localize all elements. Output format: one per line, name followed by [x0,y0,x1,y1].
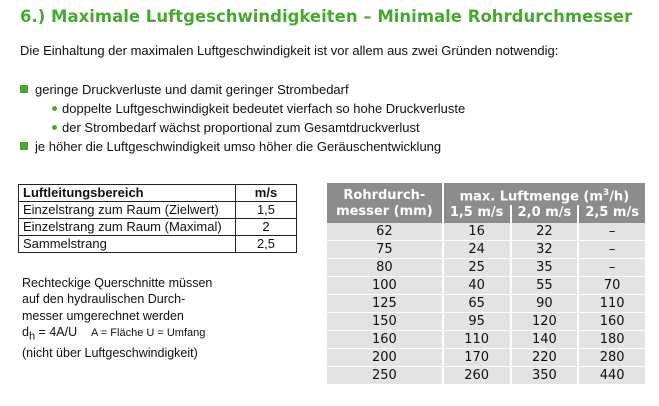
column-header-speed: 1,5 m/s [443,205,511,223]
cell-airflow: 280 [578,349,645,367]
cell-speed: 2 [236,219,297,236]
green-square-bullet-icon [20,142,28,150]
header-text: max. Luftmenge (m [459,189,603,205]
cell-airflow: 40 [443,277,511,295]
cell-diameter: 160 [327,331,443,349]
cell-airflow: 110 [443,331,511,349]
green-dot-bullet-icon [52,106,57,111]
note-line: Rechteckige Querschnitte müssen [22,276,213,290]
cell-airflow: 140 [511,331,579,349]
sub-bullet-item [20,99,465,118]
bullet-text: je höher die Luftgeschwindigkeit umso höher die Geräuschentwicklung [35,139,442,154]
formula-subscript: h [28,330,36,343]
cell-area: Einzelstrang zum Raum (Zielwert) [19,202,236,219]
table-row [327,313,645,331]
cell-airflow: – [578,259,645,277]
cell-diameter: 80 [327,259,443,277]
hydraulic-diameter-note [22,275,212,361]
table-row [327,241,645,259]
cell-airflow: 32 [511,241,579,259]
table-row [327,277,645,295]
cell-diameter: 125 [327,295,443,313]
cell-speed: 1,5 [236,202,297,219]
header-line: Rohrdurch- [343,188,426,204]
cell-airflow: 260 [443,367,511,385]
cell-airflow: – [578,223,645,241]
table-row [327,349,645,367]
table-row [327,295,645,313]
cell-airflow: 160 [578,313,645,331]
note-line: (nicht über Luftgeschwindigkeit) [22,345,198,360]
sub-bullet-text: der Strombedarf wächst proportional zum Gesamtdruckverlust [62,120,420,135]
cell-speed: 2,5 [236,236,297,253]
table-row [327,223,645,241]
table-header-row [327,183,645,205]
cell-diameter: 62 [327,223,443,241]
cell-airflow: 95 [443,313,511,331]
cell-airflow: 70 [578,277,645,295]
table-row [327,367,645,385]
cell-diameter: 250 [327,367,443,385]
cell-diameter: 100 [327,277,443,295]
bullet-list [20,80,465,156]
cell-airflow: 440 [578,367,645,385]
cell-airflow: 170 [443,349,511,367]
cell-airflow: 65 [443,295,511,313]
header-text: /h) [609,189,630,205]
cell-airflow: 25 [443,259,511,277]
cell-airflow: 120 [511,313,579,331]
intro-text: Die Einhaltung der maximalen Luftgeschwindigkeit ist vor allem aus zwei Gründen notwendig: [20,43,559,58]
green-square-bullet-icon [20,85,28,93]
header-superscript: 3 [602,188,610,198]
green-dot-bullet-icon [52,125,57,130]
cell-diameter: 200 [327,349,443,367]
table-body [327,223,645,385]
column-header-area: Luftleitungsbereich [19,185,236,202]
table-row [327,331,645,349]
cell-airflow: 24 [443,241,511,259]
formula-symbol: d [22,324,29,339]
cell-airflow: 350 [511,367,579,385]
cell-airflow: 180 [578,331,645,349]
cell-airflow: 55 [511,277,579,295]
header-line: messer (mm) [336,204,433,220]
formula-line [22,324,212,345]
bullet-text: geringe Druckverluste und damit geringer Strombedarf [35,82,349,97]
page-title: 6.) Maximale Luftgeschwindigkeiten – Minimale Rohrdurchmesser [20,7,633,26]
sub-bullet-item [20,118,465,137]
air-duct-speed-table [18,184,297,253]
cell-area: Sammelstrang [19,236,236,253]
bullet-item [20,80,465,99]
cell-airflow: 22 [511,223,579,241]
note-line: auf den hydraulischen Durch- [22,292,186,307]
column-header-unit: m/s [236,185,297,202]
column-header-diameter [327,183,443,223]
table-row [19,236,297,253]
cell-diameter: 150 [327,313,443,331]
pipe-diameter-airflow-table [327,183,645,385]
cell-airflow: 16 [443,223,511,241]
cell-airflow: 220 [511,349,579,367]
table-header-row [19,185,297,202]
table-row [327,259,645,277]
cell-airflow: 90 [511,295,579,313]
bullet-item [20,137,465,156]
table-row [19,219,297,236]
cell-airflow: – [578,241,645,259]
cell-airflow: 110 [578,295,645,313]
table-row [19,202,297,219]
cell-area: Einzelstrang zum Raum (Maximal) [19,219,236,236]
cell-airflow: 35 [511,259,579,277]
formula-legend: A = Fläche U = Umfang [91,326,206,339]
formula-expression: = 4A/U [35,324,78,339]
note-line: messer umgerechnet werden [22,308,184,323]
cell-diameter: 75 [327,241,443,259]
column-header-airflow-group [443,183,645,205]
sub-bullet-text: doppelte Luftgeschwindigkeit bedeutet vierfach so hohe Druckverluste [62,101,466,116]
column-header-speed: 2,0 m/s [511,205,579,223]
column-header-speed: 2,5 m/s [578,205,645,223]
